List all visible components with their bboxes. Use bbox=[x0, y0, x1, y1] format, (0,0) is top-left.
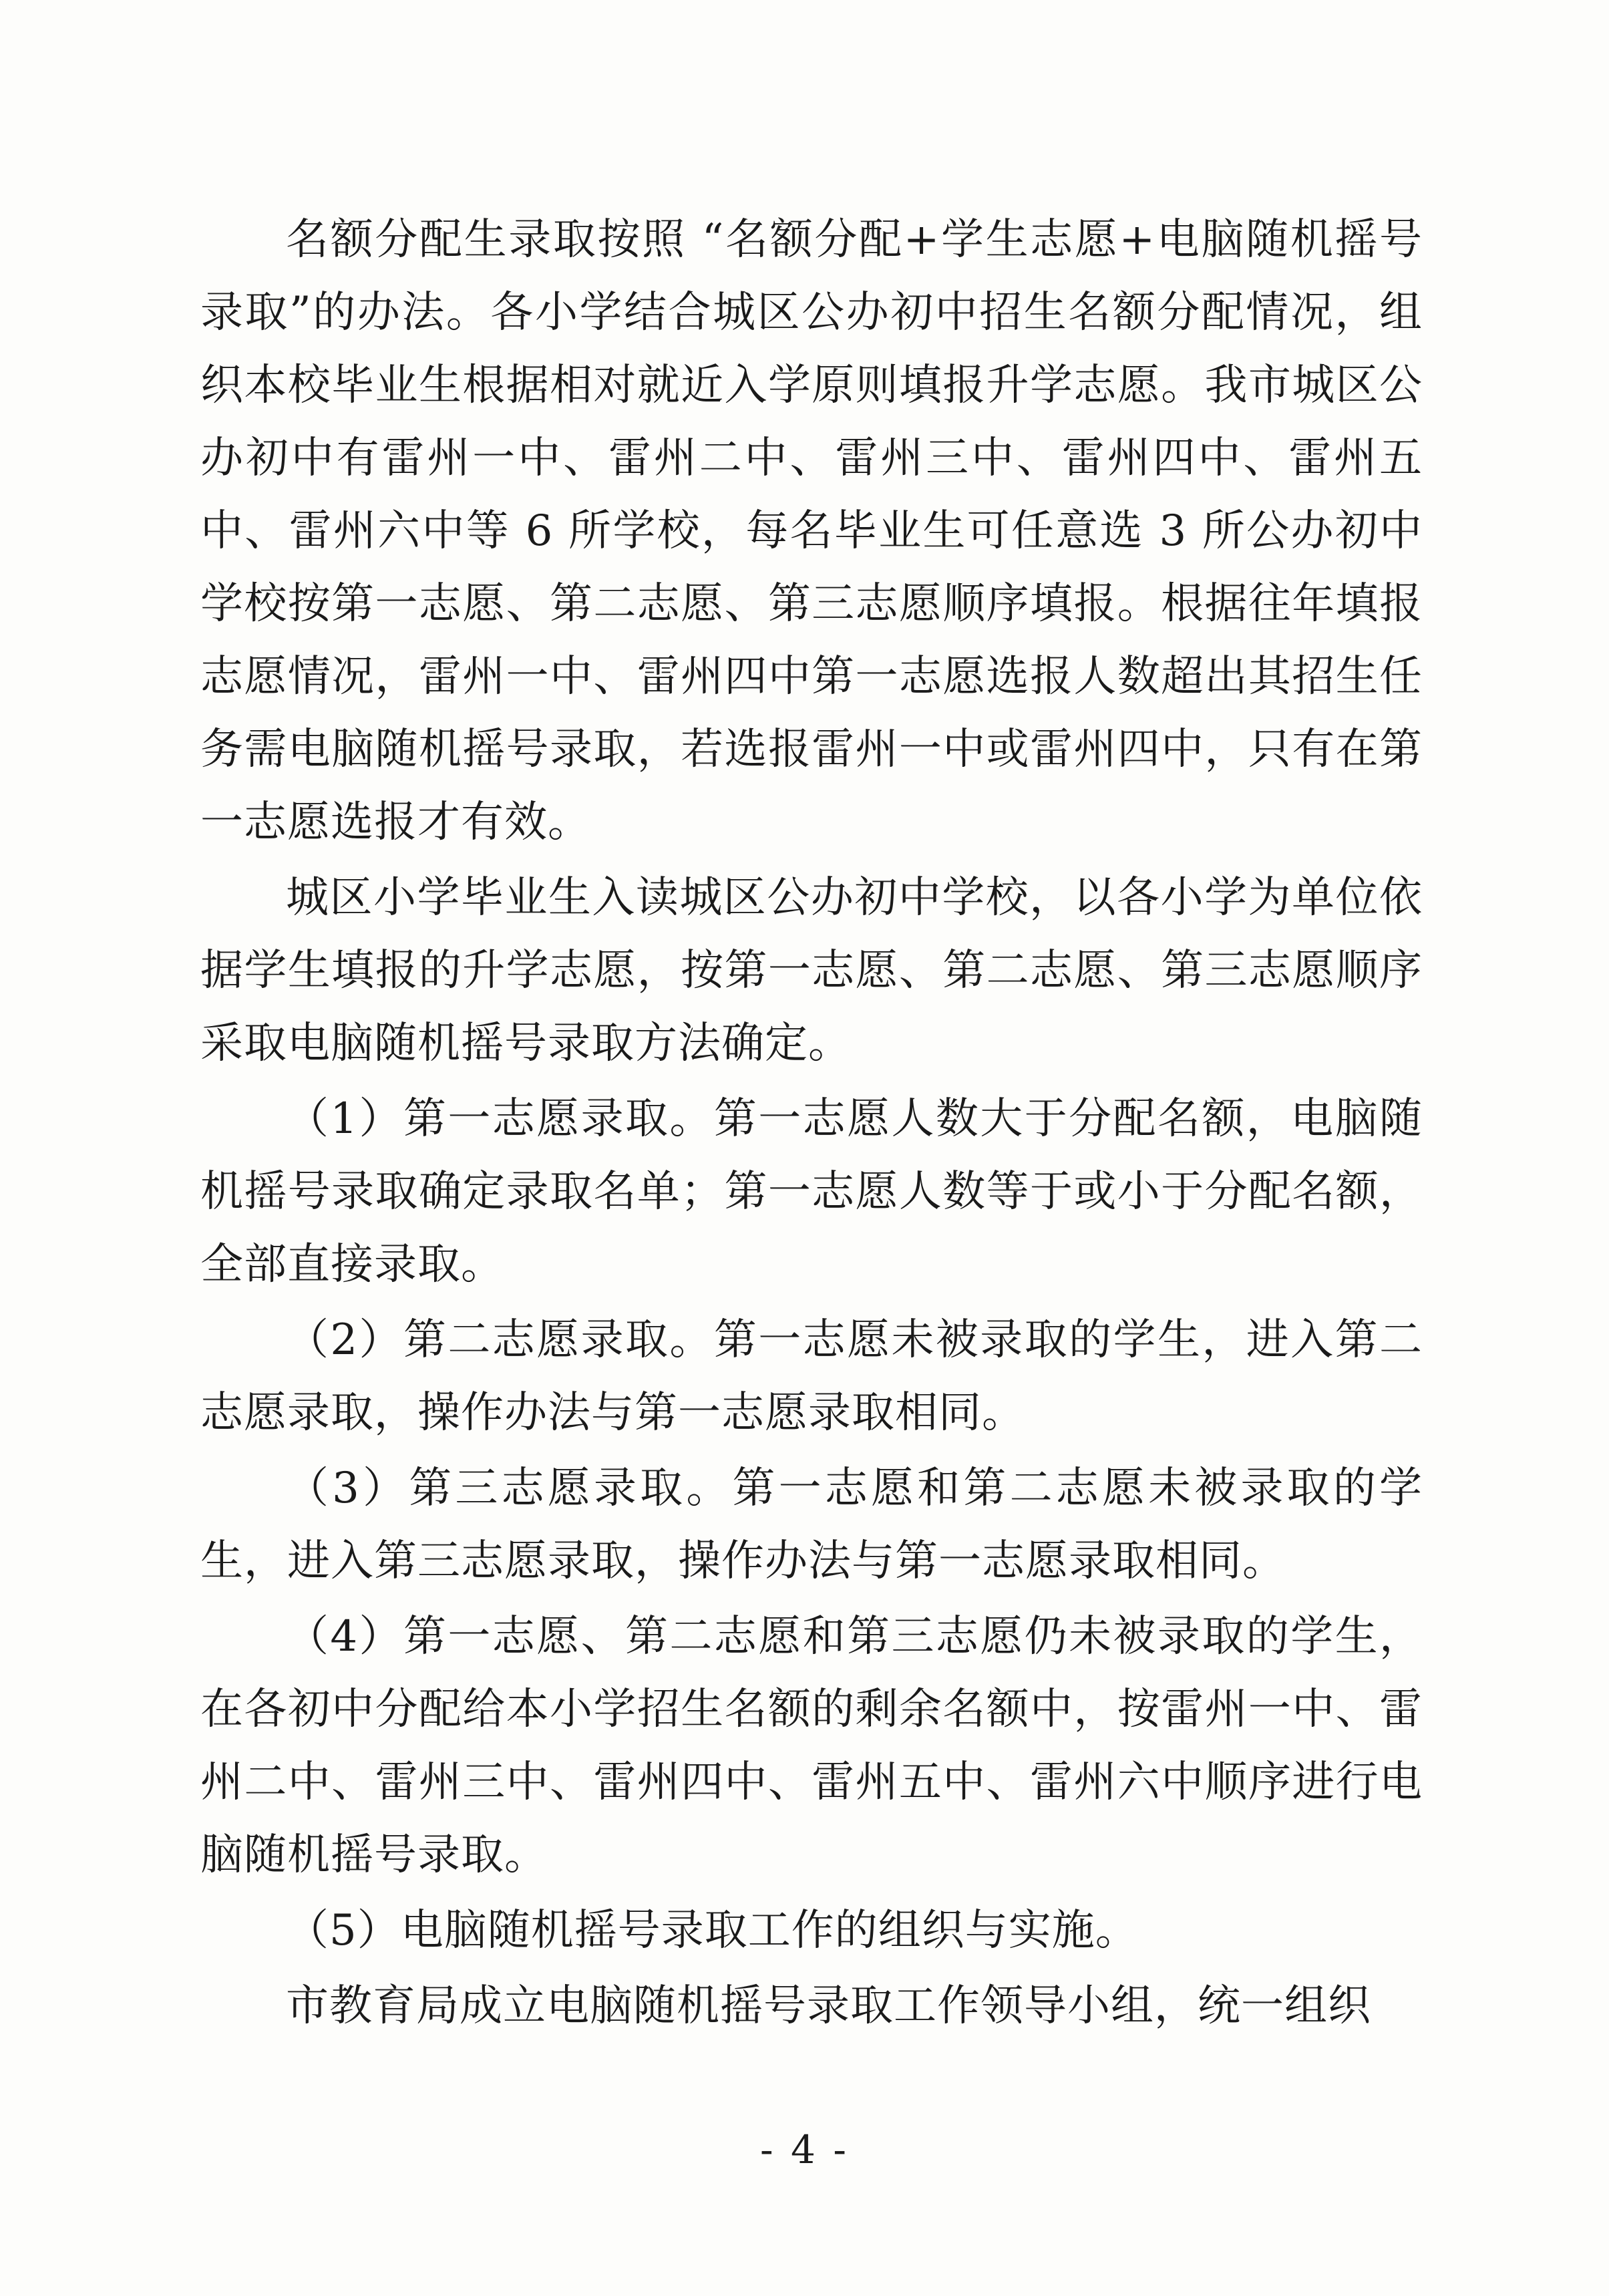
paragraph-item-4: （4）第一志愿、第二志愿和第三志愿仍未被录取的学生，在各初中分配给本小学招生名额的剩余名额中，按雷州一中、雷州二中、雷州三中、雷州四中、雷州五中、雷州六中顺序进行电脑随机摇号录取。 bbox=[200, 1612, 1423, 1880]
paragraph-item-5: （5）电脑随机摇号录取工作的组织与实施。 bbox=[286, 1906, 1139, 1955]
paragraph-item-1: （1）第一志愿录取。第一志愿人数大于分配名额，电脑随机摇号录取确定录取名单；第一志愿人数等于或小于分配名额，全部直接录取。 bbox=[200, 1094, 1423, 1289]
paragraph-quota-admission: 名额分配生录取按照 “名额分配+学生志愿+电脑随机摇号录取”的办法。各小学结合城区公办初中招生名额分配情况，组织本校毕业生根据相对就近入学原则填报升学志愿。我市城区公办初中有雷州一中、雷州二中、雷州三中、雷州四中、雷州五中、雷州六中等 6 所学校，每名毕业生可任意选 3 所公办初中学校按第一志愿、第二志愿、第三志愿顺序填报。根据往年填报志愿情况，雷州一中、雷州四中第一志愿选报人数超出其招生任务需电脑随机摇号录取，若选报雷州一中或雷州四中，只有在第一志愿选报才有效。 bbox=[200, 215, 1423, 847]
page-number: - 4 - bbox=[760, 2127, 849, 2172]
body-text bbox=[200, 204, 1423, 2045]
paragraph-leading-group: 市教育局成立电脑随机摇号录取工作领导小组，统一组织 bbox=[286, 1981, 1371, 2031]
paragraph-item-3: （3）第三志愿录取。第一志愿和第二志愿未被录取的学生，进入第三志愿录取，操作办法与第一志愿录取相同。 bbox=[200, 1464, 1423, 1586]
paragraph-urban-admission: 城区小学毕业生入读城区公办初中学校，以各小学为单位依据学生填报的升学志愿，按第一志愿、第二志愿、第三志愿顺序采取电脑随机摇号录取方法确定。 bbox=[200, 873, 1423, 1068]
paragraph-item-2: （2）第二志愿录取。第一志愿未被录取的学生，进入第二志愿录取，操作办法与第一志愿录取相同。 bbox=[200, 1315, 1423, 1438]
